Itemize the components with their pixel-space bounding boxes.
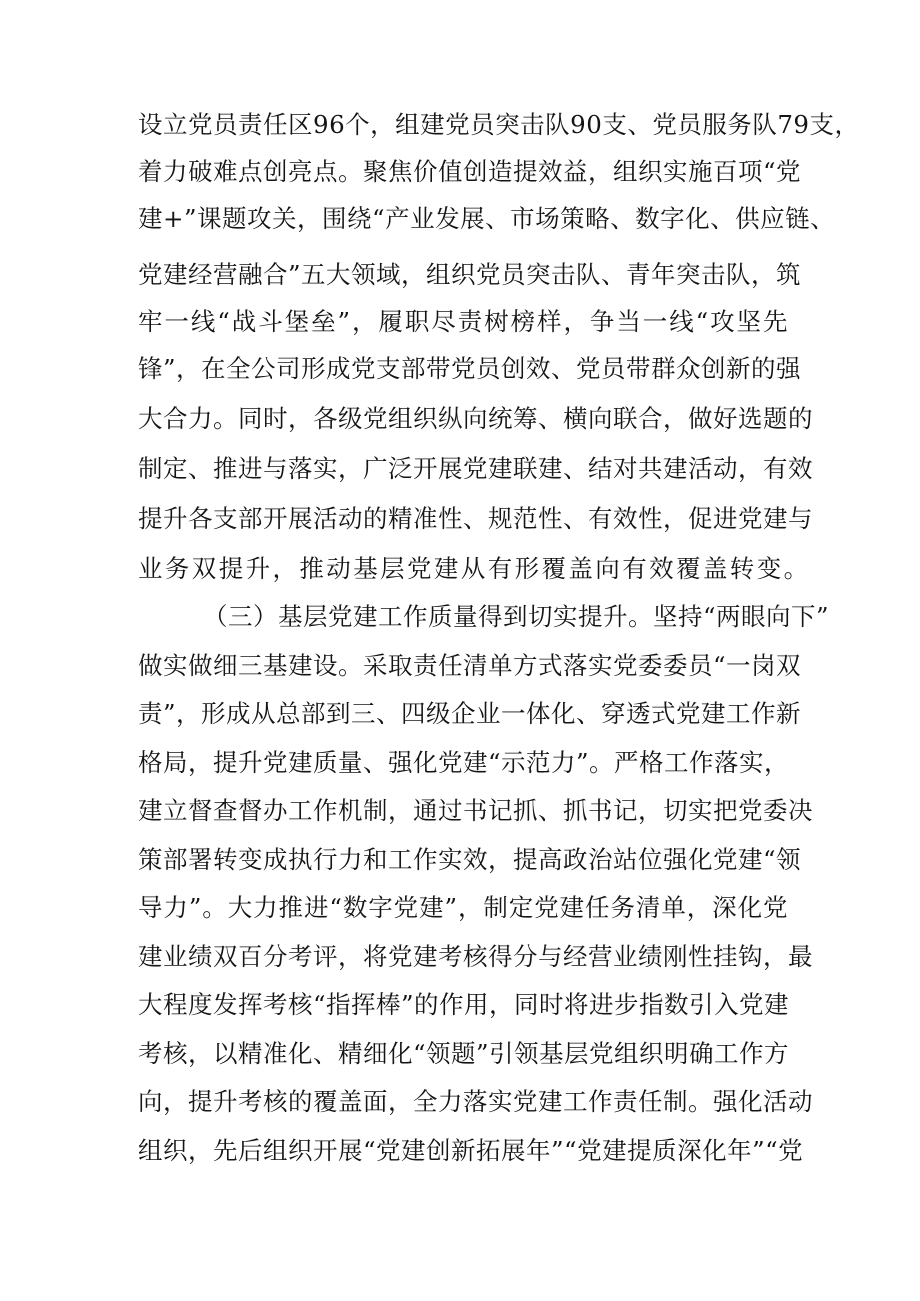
- text-line: 责”，形成从总部到三、四级企业一体化、穿透式党建工作新: [138, 699, 802, 728]
- text-line: 提升各支部开展活动的精准性、规范性、有效性，促进党建与: [138, 504, 813, 533]
- text-line: 制定、推进与落实，广泛开展党建联建、结对共建活动，有效: [138, 454, 813, 483]
- text-line: 做实做细三基建设。采取责任清单方式落实党委委员“一岗双: [138, 651, 802, 680]
- text-line: 着力破难点创亮点。聚焦价值创造提效益，组织实施百项“党: [138, 157, 802, 186]
- text-line: 考核，以精准化、精细化“领题”引领基层党组织明确工作方: [138, 1039, 790, 1068]
- text-line: 锋”，在全公司形成党支部带党员创效、党员带群众创新的强: [138, 354, 802, 383]
- text-line: 导力”。大力推进“数字党建”，制定党建任务清单，深化党: [138, 893, 788, 922]
- text-line: 大合力。同时，各级党组织纵向统筹、横向联合，做好选题的: [138, 404, 813, 433]
- text-line: 设立党员责任区96个，组建党员突击队90支、党员服务队79支，: [138, 110, 860, 139]
- text-line: 格局，提升党建质量、强化党建“示范力”。严格工作落实，: [138, 748, 790, 777]
- text-line: 建立督查督办工作机制，通过书记抓、抓书记，切实把党委决: [138, 796, 813, 825]
- text-line: 大程度发挥考核“指挥棒”的作用，同时将进步指数引入党建: [138, 990, 790, 1019]
- text-line: 向，提升考核的覆盖面，全力落实党建工作责任制。强化活动: [138, 1087, 813, 1116]
- text-line: 策部署转变成执行力和工作实效，提高政治站位强化党建“领: [138, 845, 802, 874]
- text-line: 党建经营融合”五大领域，组织党员突击队、青年突击队，筑: [138, 260, 802, 289]
- text-line: 业务双提升，推动基层党建从有形覆盖向有效覆盖转变。: [138, 554, 811, 583]
- text-line: 建+”课题攻关，围绕“产业发展、市场策略、数字化、供应链、: [138, 204, 836, 233]
- text-line: 牢一线“战斗堡垒”，履职尽责树榜样，争当一线“攻坚先: [138, 307, 788, 336]
- text-line: （三）基层党建工作质量得到切实提升。坚持“两眼向下”: [203, 602, 830, 631]
- text-line: 建业绩双百分考评，将党建考核得分与经营业绩刚性挂钩，最: [138, 942, 813, 971]
- text-line: 组织，先后组织开展“党建创新拓展年”“党建提质深化年”“党: [138, 1136, 804, 1165]
